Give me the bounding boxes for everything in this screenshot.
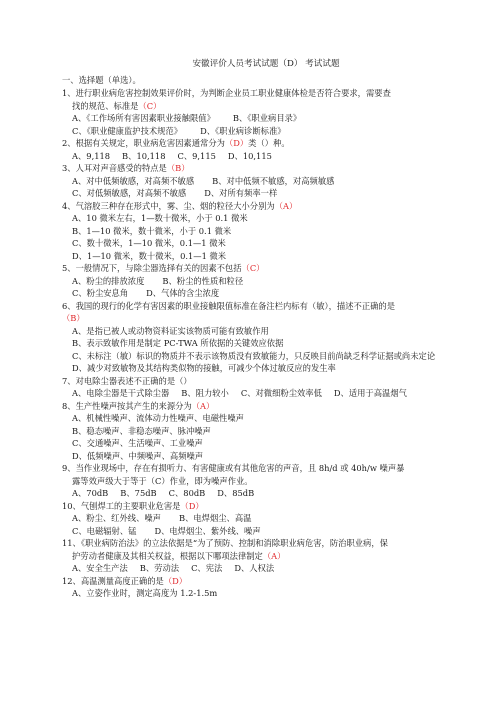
option-row (62, 175, 460, 188)
option: C、交通噪声、生活噪声、工业噪声 (72, 438, 203, 448)
option-row (62, 150, 460, 163)
option-row (62, 362, 460, 375)
option-row (62, 212, 460, 225)
option-row (62, 337, 460, 350)
option: B、电焊烟尘、高温 (178, 513, 252, 523)
option: D、10,115 (227, 150, 272, 161)
question-7 (62, 375, 460, 400)
option-row (62, 112, 460, 125)
option: A、粉尘的排放浓度 (72, 275, 145, 286)
option: B、粉尘的性质和粒径 (162, 275, 244, 286)
option-row (62, 187, 460, 200)
answer-key: （D） (224, 138, 249, 148)
question-text: 1、进行职业病危害控制效果评价时，为判断企业员工职业健康体检是否符合要求，需要查 (62, 88, 391, 98)
answer-key: （D） (180, 500, 204, 511)
option: B、对中低频不敏感，对高频敏感 (212, 175, 335, 186)
option-row (62, 487, 460, 500)
question-text: 露等效声级大于等于（C）作业，即为噪声作业。 (72, 475, 253, 486)
question-stem (62, 537, 460, 550)
question-text: 3、人耳对声音感受的特点是 (62, 163, 167, 173)
option: A、安全生产法 (72, 563, 128, 573)
option: A、70dB (72, 488, 109, 498)
question-3 (62, 162, 460, 200)
question-4 (62, 200, 460, 263)
question-text-continued (62, 100, 460, 113)
question-6 (62, 300, 460, 375)
question-text: 11、《职业病防治法》的立法依据是“为了预防、控制和消除职业病危害，防治职业病，保 (62, 538, 388, 548)
answer-line (62, 312, 460, 325)
answer-key: （B） (166, 163, 190, 173)
option: A、9,118 (72, 150, 111, 161)
answer-key: （A） (191, 400, 215, 411)
question-text: 2、根据有关规定，职业病危害因素通常分为 (62, 138, 225, 148)
option: B、75dB (120, 488, 157, 498)
option-row (62, 325, 460, 338)
option: C、9,115 (177, 150, 216, 161)
question-text: 12、高温测量高度正确的是 (62, 575, 164, 586)
option: C、《职业健康监护技术规范》 (72, 125, 183, 136)
option: D、适用于高温烟气 (333, 388, 407, 398)
question-stem (62, 137, 460, 150)
question-stem (62, 400, 460, 413)
option: B、1—10 微米，数十微米，小于 0.1 微米 (72, 225, 232, 236)
answer-key: （C） (241, 263, 265, 273)
option-row (62, 437, 460, 450)
question-10 (62, 500, 460, 538)
option-row (62, 425, 460, 438)
option: D、1—10 微米，数十微米，0.1—1 微米 (72, 250, 227, 261)
option-row (62, 562, 460, 575)
answer-key: （D） (163, 575, 188, 586)
question-stem (62, 462, 460, 475)
section-heading: 一、选择题（单选）。 (62, 74, 141, 85)
option: A、立姿作业时，测定高度为 1.2-1.5m (72, 588, 218, 598)
option: D、《职业病诊断标准》 (200, 125, 286, 136)
question-text: 护劳动者健康及其相关权益，根据以下哪项法律制定 (72, 550, 263, 561)
question-8 (62, 400, 460, 463)
answer-key: （C） (138, 100, 162, 111)
option: A、10 微米左右，1—数十微米，小于 0.1 微米 (72, 213, 248, 223)
question-2 (62, 137, 460, 162)
option: B、劳动法 (139, 563, 180, 573)
question-list (62, 87, 460, 600)
answer-key: （A） (262, 550, 286, 561)
answer-key: （A） (274, 200, 298, 211)
question-stem (62, 262, 460, 275)
answer-key: （B） (62, 313, 85, 323)
option-row (62, 237, 460, 250)
option-row (62, 225, 460, 238)
option: D、对所有频率一样 (204, 188, 278, 198)
option: D、低频噪声、中频噪声、高频噪声 (72, 450, 204, 461)
option: C、电磁辐射、锰 (72, 525, 137, 536)
option: D、电焊烟尘、紫外线、噪声 (154, 525, 261, 536)
question-stem (62, 87, 460, 100)
option-row (62, 450, 460, 463)
question-stem (62, 200, 460, 213)
question-text: 找的规范、标准是 (72, 100, 139, 111)
option: A、粉尘、红外线、噪声 (72, 513, 161, 523)
option: C、80dB (168, 488, 206, 498)
option-row (62, 350, 460, 363)
question-text: 6、我国的现行的化学有害因素的职业接触限值标准在备注栏内标有（敏），描述不正确的是 (62, 300, 396, 311)
option-row (62, 275, 460, 288)
option-row (62, 525, 460, 538)
question-text: 8、生产性噪声按其产生的来源分为 (62, 400, 192, 411)
option-row (62, 412, 460, 425)
question-stem (62, 575, 460, 588)
question-1 (62, 87, 460, 137)
question-12 (62, 575, 460, 600)
page-title: 安徽评价人员考试试题（D） 考试试题 (192, 59, 340, 69)
question-stem (62, 300, 460, 313)
option-row (62, 387, 460, 400)
question-text: 类（）种。 (248, 138, 290, 148)
option: B、10,118 (122, 150, 166, 161)
option: D、85dB (217, 488, 255, 498)
question-stem (62, 500, 460, 513)
option: C、对微细粉尘效率低 (240, 388, 322, 398)
question-text: 10、气刨焊工的主要职业危害是 (62, 500, 181, 511)
option-row (62, 287, 460, 300)
question-text: 4、气溶胶三种存在形式中，雾、尘、烟的粒径大小分别为 (62, 200, 275, 211)
option-row (62, 250, 460, 263)
option: C、粉尘安息角 (72, 288, 129, 298)
question-11 (62, 537, 460, 575)
question-text-continued (62, 550, 460, 563)
option: D、减少对致敏物及其结构类似物的接触，可减少个体过敏反应的发生率 (72, 363, 336, 373)
option: C、数十微米，1—10 微米，0.1—1 微米 (72, 238, 226, 248)
option: D、人权法 (234, 563, 275, 573)
option: A、是指已被人或动物资料证实该物质可能有致敏作用 (72, 325, 269, 336)
question-text: 7、对电除尘器表述不正确的是（） (62, 375, 192, 386)
option: D、气体的含尘浓度 (146, 288, 220, 298)
question-stem (62, 375, 460, 388)
option: B、阻力较小 (181, 388, 229, 398)
question-stem (62, 162, 460, 175)
option: A、对中低频敏感，对高频不敏感 (72, 175, 195, 186)
question-5 (62, 262, 460, 300)
option: A、机械性噪声、流体动力性噪声、电磁性噪声 (72, 413, 244, 423)
option-row (62, 125, 460, 138)
option: C、宪法 (191, 563, 223, 573)
option-row (62, 587, 460, 600)
question-text: 9、当作业现场中，存在有损听力、有害健康或有其他危害的声音，且 8h/d 或 40h/w 噪声暴 (62, 463, 405, 473)
option: C、对低频敏感，对高频不敏感 (72, 188, 187, 198)
option: B、表示致敏作用是制定 PC-TWA 所依据的关键效应依据 (72, 338, 284, 348)
option: C、未标注（敏）标识的物质并不表示该物质没有致敏能力，只反映目前尚缺乏科学证据或尚未定论 (72, 350, 436, 361)
option: A、电除尘器是干式除尘器 (72, 388, 170, 398)
question-text: 5、一般情况下，与除尘器选择有关的因素不包括 (62, 263, 242, 273)
question-text-continued (62, 475, 460, 488)
option: B、稳态噪声、非稳态噪声、脉冲噪声 (72, 425, 211, 436)
question-9 (62, 462, 460, 500)
option: B、《职业病目录》 (232, 113, 302, 123)
option-row (62, 512, 460, 525)
option: A、《工作场所有害因素职业接触限值》 (72, 113, 215, 123)
